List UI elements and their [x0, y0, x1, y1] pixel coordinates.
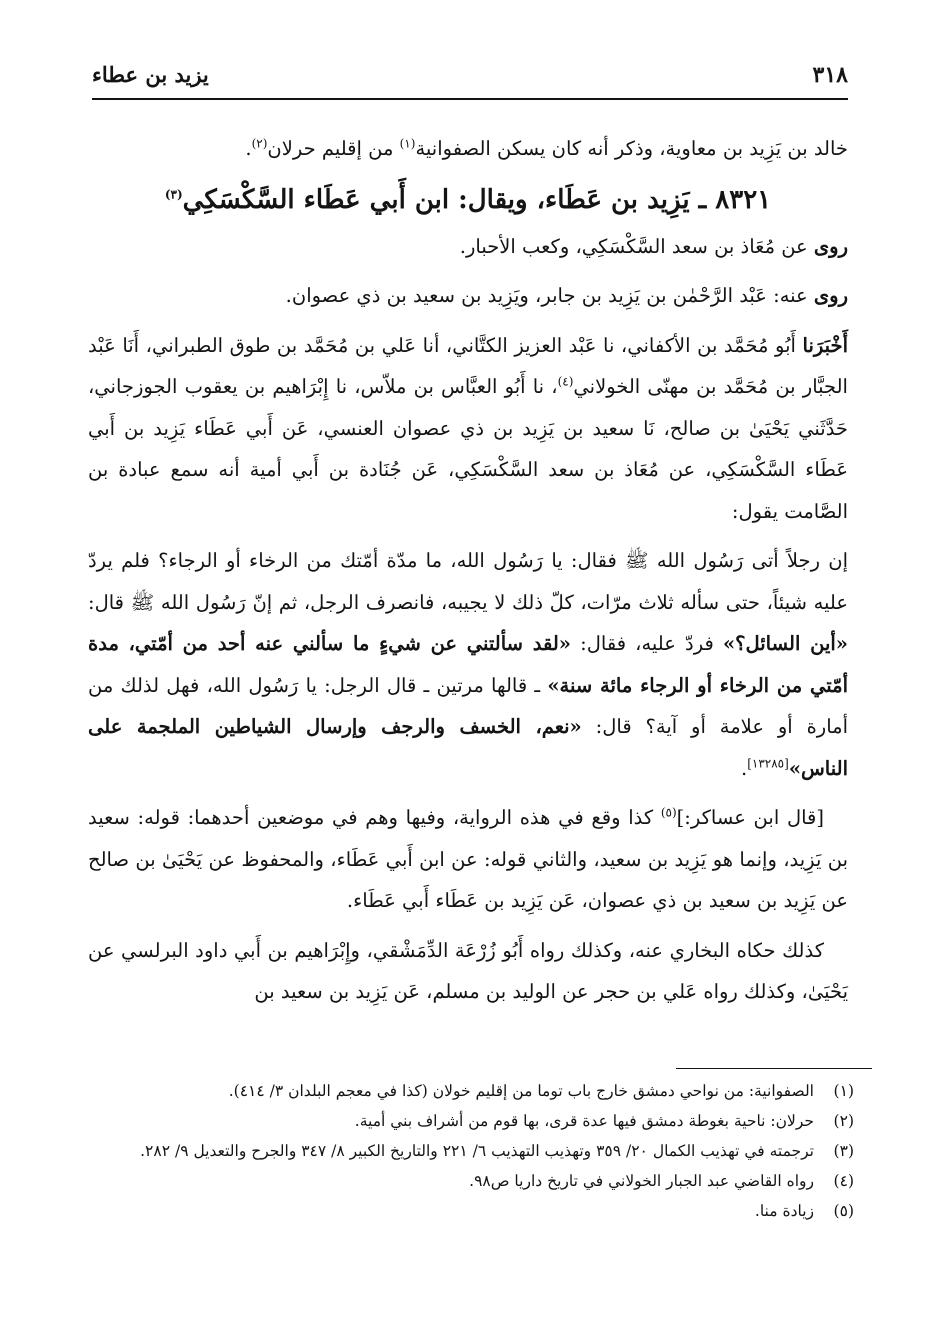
paragraph-isnad: أَخْبَرَنا أَبُو مُحَمَّد بن الأكفاني، نا عَبْد العزيز الكتَّاني، أنا عَلي بن مُحَمَّد بن طوق الطبراني، أَنَا عَبْد الجبَّار بن مُحَمَّد بن مهنّى الخولاني$^{(٤)}$، نا أَبُو العبَّاس بن ملاّس، نا إِبْرَاهيم بن يعقوب الجوزجاني، حَدَّثَني يَحْيَىٰ بن صالح، نَا سعيد بن يَزِيد بن ذي عصوان العنسي، عَن أَبي عَطَاء يَزِيد بن أَبي عَطَاء السَّكْسَكِي، عن مُعَاذ بن سعد السَّكْسَكِي، عَن جُنَادة بن أَبي أمية أنه سمع عبادة بن الصَّامت يقول: [88, 333, 848, 523]
footnote [88, 1136, 854, 1166]
footnote-ref: (٢) [251, 136, 268, 151]
footnote-number: (٤) [833, 1172, 854, 1190]
paragraph-rawa-anhu: روى عنه: عَبْد الرَّحْمٰن بن يَزِيد بن جابر، ويَزِيد بن سعيد بن ذي عصوان. [285, 284, 848, 307]
footnote-number: (٥) [833, 1202, 854, 1220]
footnote [88, 1106, 854, 1136]
footnote-ref: (٥) [660, 805, 677, 820]
footnote [88, 1196, 854, 1226]
footnote-number: (١) [833, 1082, 854, 1100]
entry-heading: ٨٣٢١ ـ يَزِيد بن عَطَاء، ويقال: ابن أَبي عَطَاء السَّكْسَكِي$^{(٣)}$ [164, 184, 772, 215]
footnote-ref: (١) [399, 136, 416, 151]
footnote-text: زيادة منا. [754, 1202, 814, 1220]
footnote-number: (٢) [833, 1112, 854, 1130]
paragraph-continuation: خالد بن يَزِيد بن معاوية، وذكر أنه كان يسكن الصفوانية$^{(١)}$ من إقليم حرلان$^{(٢)}$. [245, 136, 848, 160]
hadith-quote: «نعم، الخسف والرجف وإرسال الشياطين الملجمة على الناس» [88, 715, 848, 780]
hadith-quote: «أين السائل؟» [722, 632, 848, 655]
footnote [88, 1076, 854, 1106]
label-akhbarana: أَخْبَرَنا [802, 333, 848, 357]
footnote-text: الصفوانية: من نواحي دمشق خارج باب توما من إقليم خولان (كذا في معجم البلدان ٣/ ٤١٤). [228, 1082, 814, 1100]
header-rule [92, 98, 848, 100]
label-rawa: روى [813, 234, 848, 258]
page-header [92, 62, 848, 98]
hadith-quote: «لقد سألتني عن شيءٍ ما سألني عنه أحد من أمّتي، مدة أمّتي من الرخاء أو الرجاء مائة سنة» [88, 632, 848, 697]
paragraph-kadhalik: كذلك حكاه البخاري عنه، وكذلك رواه أَبُو زُرْعَة الدِّمَشْقي، وإِبْرَاهيم بن أَبي داود البرلسي عن يَحْيَىٰ، وكذلك رواه عَلي بن حجر عن الوليد بن مسلم، عَن يَزِيد بن سعيد بن [88, 938, 848, 1003]
footnote-text: حرلان: ناحية بغوطة دمشق فيها عدة قرى، بها قوم من أشراف بني أمية. [354, 1112, 814, 1130]
label-rawa: روى [813, 284, 848, 307]
footnote-ref: (٤) [557, 374, 574, 389]
footnotes [88, 1076, 854, 1226]
paragraph-hadith: إن رجلاً أتى رَسُول الله ﷺ فقال: يا رَسُول الله، ما مدّة أمّتك من الرخاء أو الرجاء؟ فلم يردّ عليه شيئاً، حتى سأله ثلاث مرّات، كلّ ذلك لا يجيبه، فانصرف الرجل، ثم إنّ رَسُول الله ﷺ قال: «أين السائل؟» فردّ عليه، فقال: «لقد سألتني عن شيءٍ ما سألني عنه أحد من أمّتي، مدة أمّتي من الرخاء أو الرجاء مائة سنة» ـ قالها مرتين ـ قال الرجل: يا رَسُول الله، فهل لذلك من أمارة أو علامة أو آية؟ قال: «نعم، الخسف والرجف وإرسال الشياطين الملجمة على الناس»[١٣٢٨٥]. [88, 549, 849, 780]
footnote-ref: (٣) [164, 186, 183, 201]
footnote-text: رواه القاضي عبد الجبار الخولاني في تاريخ داريا ص٩٨. [469, 1172, 814, 1190]
paragraph-ibn-asakir: [قال ابن عساكر:]$^{(٥)}$ كذا وقع في هذه الرواية، وفيها وهم في موضعين أحدهما: قوله: سعيد بن يَزِيد، وإنما هو يَزِيد بن سعيد، والثاني قوله: عن ابن أَبي عَطَاء، والمحفوظ عن يَحْيَىٰ بن صالح عن يَزِيد بن سعيد بن ذي عصوان، عَن يَزِيد بن عَطَاء أَبي عَطَاء. [88, 805, 848, 912]
footnote [88, 1166, 854, 1196]
hadith-number: [١٣٢٨٥] [747, 756, 789, 770]
footnote-text: ترجمته في تهذيب الكمال ٢٠/ ٣٥٩ وتهذيب التهذيب ٦/ ٢٢١ والتاريخ الكبير ٨/ ٣٤٧ والجرح والتعديل ٩/ ٢٨٢. [140, 1142, 814, 1160]
paragraph-rawa-an: روى عن مُعَاذ بن سعد السَّكْسَكِي، وكعب الأحبار. [459, 234, 848, 258]
running-title: يزيد بن عطاء [92, 62, 209, 87]
main-text [88, 128, 848, 1021]
footnote-separator [676, 1068, 872, 1069]
page-number: ٣١٨ [812, 62, 848, 88]
footnote-number: (٣) [833, 1142, 854, 1160]
